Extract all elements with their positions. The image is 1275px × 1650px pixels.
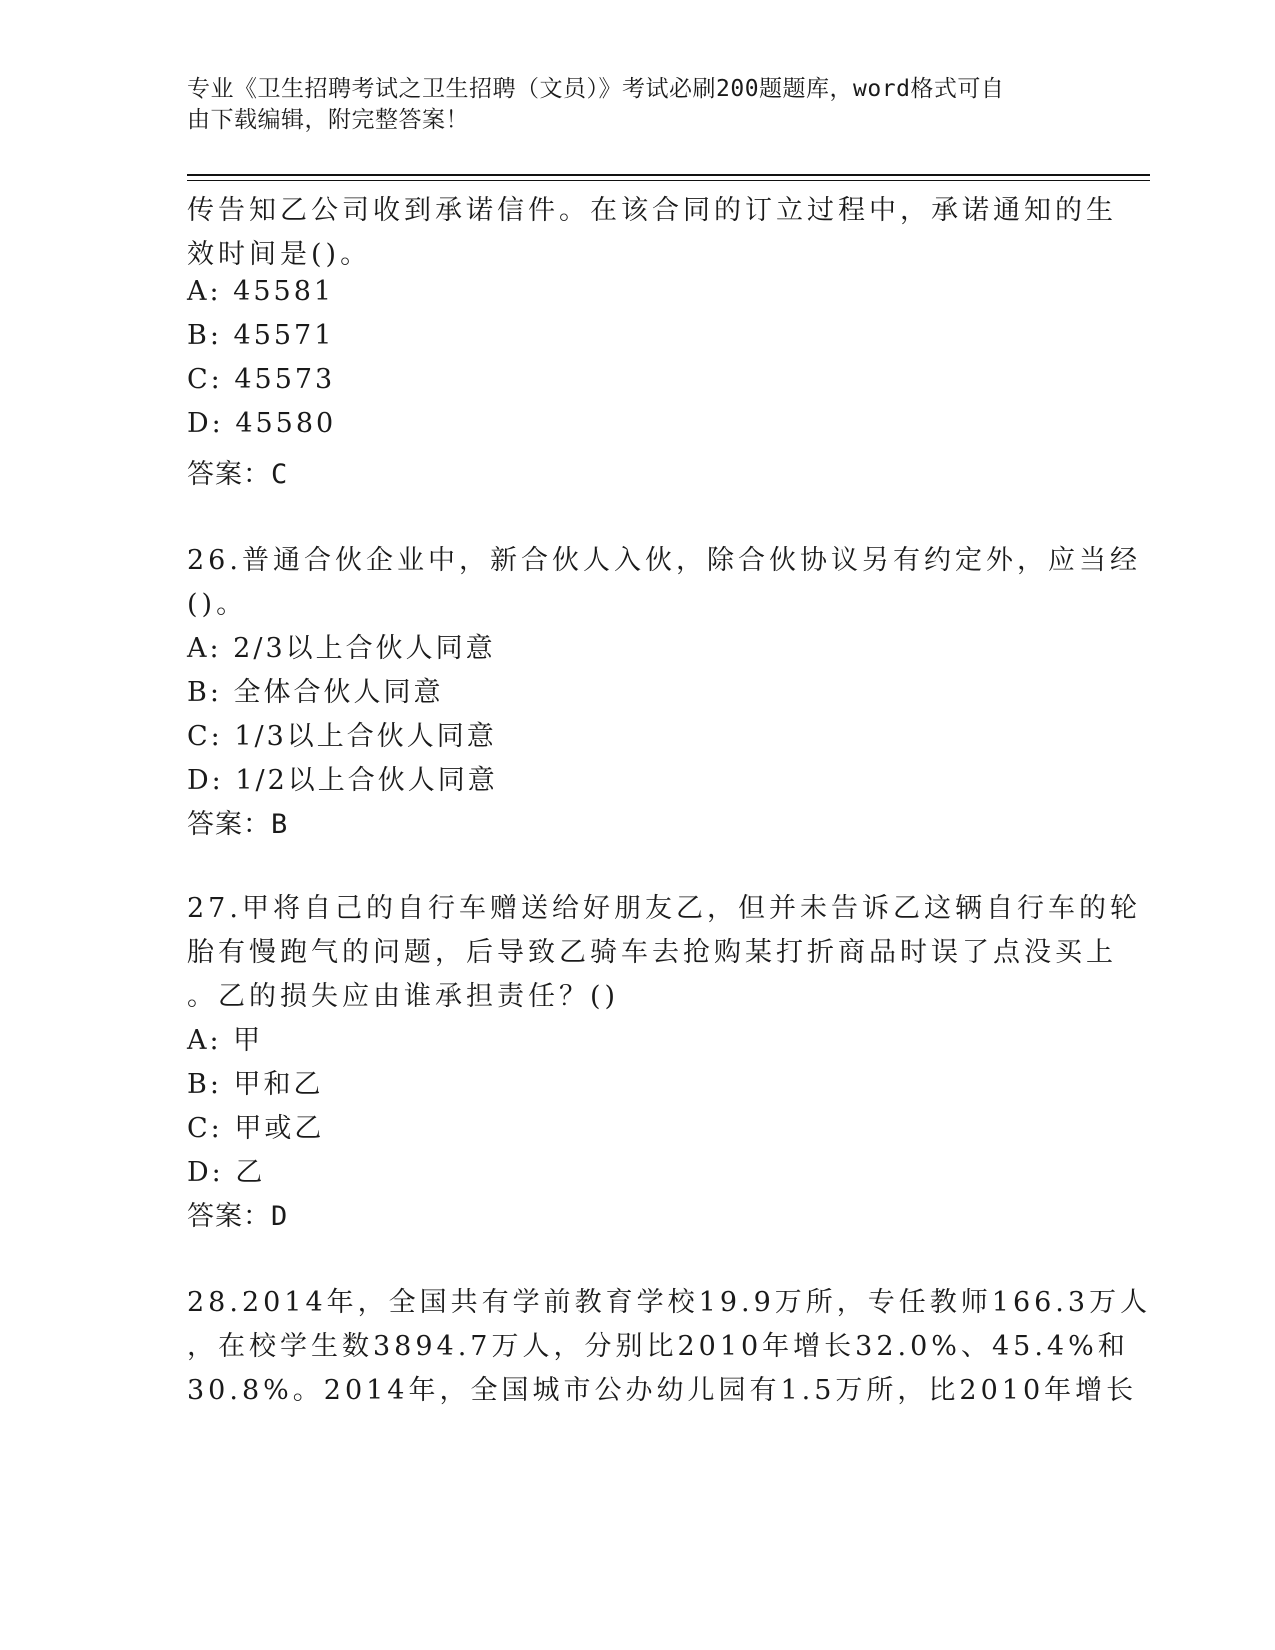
q26-text-line-2: ()。: [187, 589, 248, 620]
header-divider-thin: [187, 180, 1150, 181]
q25-text-line-1: 传告知乙公司收到承诺信件。在该合同的订立过程中，承诺通知的生: [187, 195, 1117, 226]
q28-text-line-2: ，在校学生数3894.7万人，分别比2010年增长32.0%、45.4%和: [187, 1331, 1129, 1362]
header-title-line-2: 由下载编辑，附完整答案！: [187, 107, 469, 133]
header-title-line-1: 专业《卫生招聘考试之卫生招聘（文员）》考试必刷200题题库，word格式可自: [187, 76, 1005, 102]
q25-text-line-2: 效时间是()。: [187, 239, 372, 270]
q27-answer: 答案：D: [187, 1201, 289, 1232]
q26-option-b: B: 全体合伙人同意: [187, 677, 444, 708]
q28-text-line-3: 30.8%。2014年，全国城市公办幼儿园有1.5万所，比2010年增长: [187, 1375, 1138, 1406]
q27-option-d: D: 乙: [187, 1157, 266, 1188]
page-header: [187, 74, 1087, 136]
q27-option-b: B: 甲和乙: [187, 1069, 324, 1100]
q27-text-line-2: 胎有慢跑气的问题，后导致乙骑车去抢购某打折商品时误了点没买上: [187, 937, 1117, 968]
q28-text-line-1: 28.2014年，全国共有学前教育学校19.9万所，专任教师166.3万人: [187, 1287, 1152, 1318]
q27-text-line-1: 27.甲将自己的自行车赠送给好朋友乙，但并未告诉乙这辆自行车的轮: [187, 893, 1141, 924]
q27-text-line-3: 。乙的损失应由谁承担责任？(): [187, 981, 620, 1012]
q26-text-line-1: 26.普通合伙企业中，新合伙人入伙，除合伙协议另有约定外，应当经: [187, 545, 1141, 576]
q25-option-a: A: 45581: [187, 276, 335, 307]
q26-answer: 答案：B: [187, 809, 289, 840]
q25-answer: 答案：C: [187, 459, 289, 490]
header-divider-thick: [187, 174, 1150, 176]
q26-option-c: C: 1/3以上合伙人同意: [187, 721, 497, 752]
q25-option-c: C: 45573: [187, 364, 336, 395]
q27-option-c: C: 甲或乙: [187, 1113, 325, 1144]
q26-option-a: A: 2/3以上合伙人同意: [187, 633, 496, 664]
q26-option-d: D: 1/2以上合伙人同意: [187, 765, 498, 796]
q25-option-d: D: 45580: [187, 408, 337, 439]
q27-option-a: A: 甲: [187, 1025, 264, 1056]
q25-option-b: B: 45571: [187, 320, 335, 351]
